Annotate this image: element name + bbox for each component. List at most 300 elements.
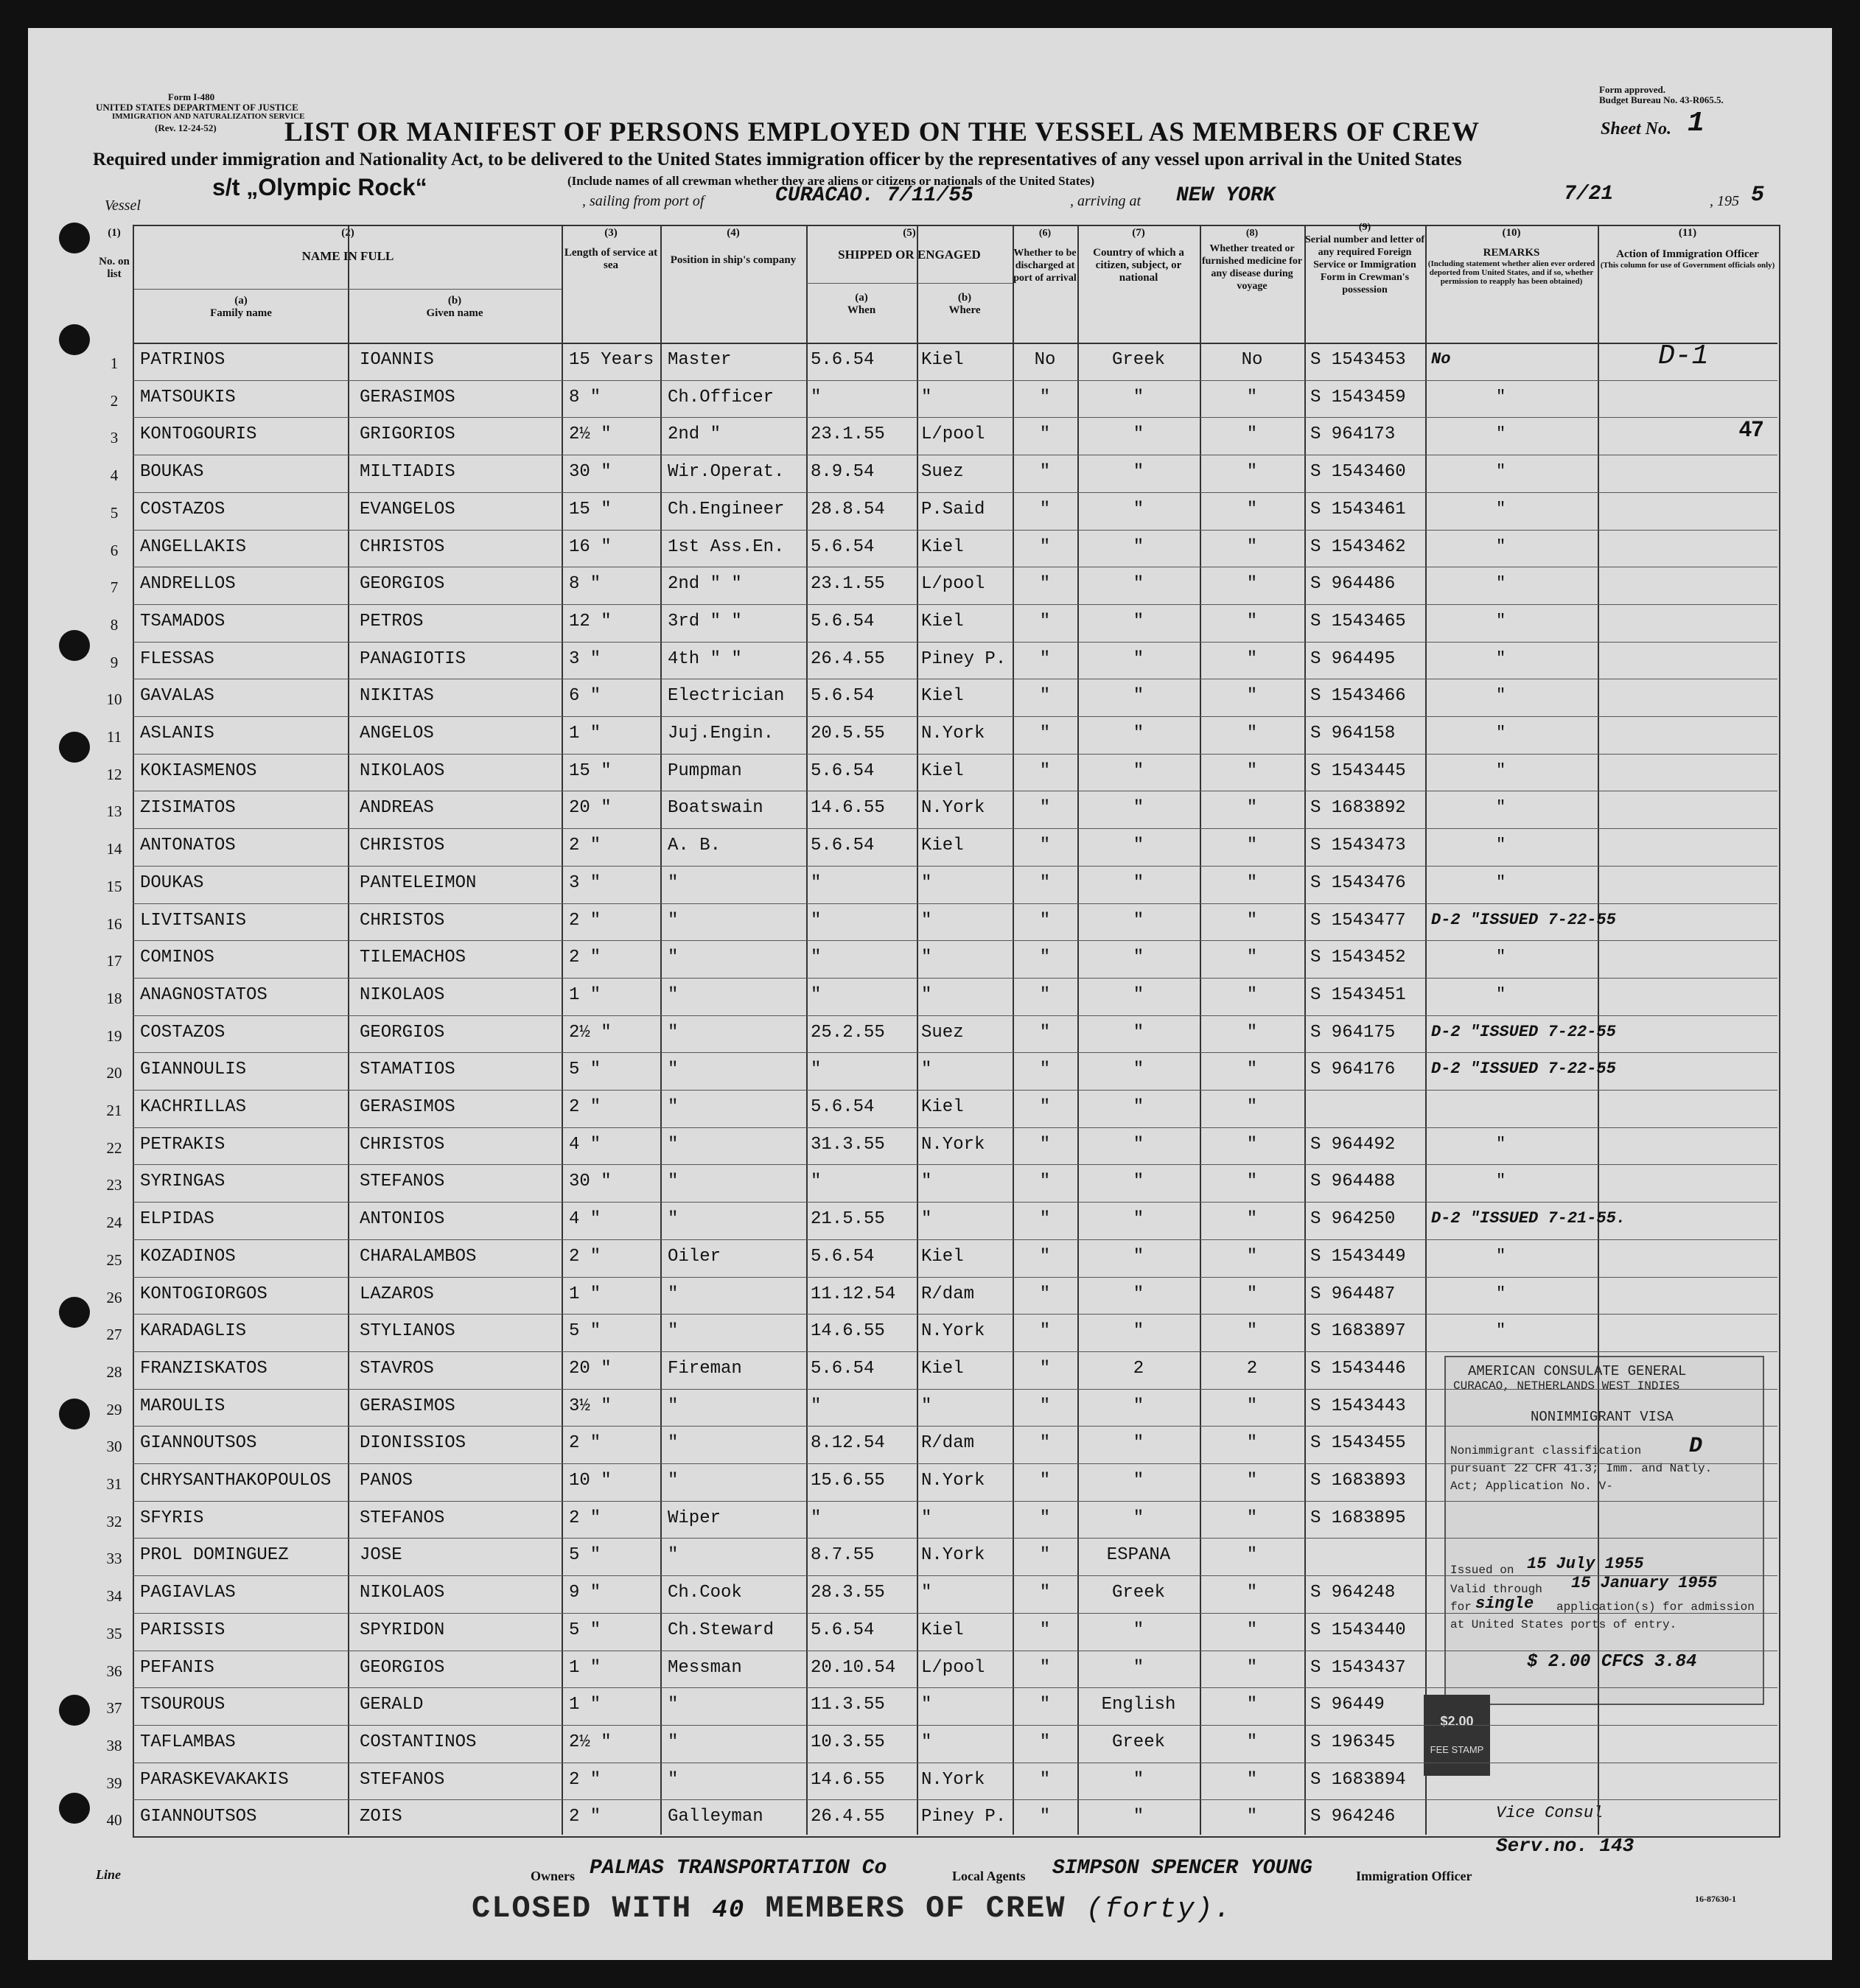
cell-service: 9 " bbox=[569, 1583, 601, 1603]
cell-disch: " bbox=[1039, 1022, 1051, 1043]
row-number: 24 bbox=[106, 1214, 122, 1232]
cell-when: 20.10.54 bbox=[811, 1657, 896, 1678]
cell-where: Kiel bbox=[921, 611, 964, 631]
cell-position: Wiper bbox=[668, 1508, 721, 1528]
cell-medicine: " bbox=[1246, 499, 1258, 519]
row-number: 20 bbox=[106, 1064, 122, 1082]
cell-medicine: " bbox=[1246, 611, 1258, 631]
cell-serial: S 1543440 bbox=[1310, 1620, 1406, 1640]
cell-when: 8.9.54 bbox=[811, 462, 875, 483]
cell-serial: S 196345 bbox=[1310, 1732, 1396, 1752]
cell-family: ANGELLAKIS bbox=[140, 536, 247, 557]
cell-given: PETROS bbox=[360, 611, 424, 631]
cell-service: 5 " bbox=[569, 1620, 601, 1640]
cell-given: EVANGELOS bbox=[360, 499, 455, 519]
cell-country: " bbox=[1133, 760, 1144, 781]
cell-country: " bbox=[1133, 648, 1144, 669]
row-divider bbox=[133, 1687, 1777, 1688]
cell-given: CHRISTOS bbox=[360, 910, 445, 931]
row-divider bbox=[133, 1501, 1777, 1502]
family-name-header: (a) Family name bbox=[210, 295, 272, 319]
service: IMMIGRATION AND NATURALIZATION SERVICE bbox=[112, 112, 305, 121]
row-number: 2 bbox=[110, 391, 119, 410]
cell-remarks: No bbox=[1431, 350, 1451, 368]
cell-disch: " bbox=[1039, 1769, 1051, 1790]
cell-family: TAFLAMBAS bbox=[140, 1732, 236, 1752]
cell-serial: S 1543445 bbox=[1310, 760, 1406, 781]
cell-family: PARISSIS bbox=[140, 1620, 225, 1640]
cell-family: KACHRILLAS bbox=[140, 1097, 247, 1117]
cell-given: COSTANTINOS bbox=[360, 1732, 477, 1752]
cell-position: Ch.Engineer bbox=[668, 499, 785, 519]
cell-given: GERASIMOS bbox=[360, 1097, 455, 1117]
cell-family: TSAMADOS bbox=[140, 611, 225, 631]
row-number: 38 bbox=[106, 1736, 122, 1754]
cell-disch: " bbox=[1039, 1508, 1051, 1528]
cell-medicine: " bbox=[1246, 1246, 1258, 1267]
row-divider bbox=[133, 1052, 1777, 1053]
cell-where: Kiel bbox=[921, 686, 964, 707]
cell-given: ANTONIOS bbox=[360, 1209, 445, 1230]
cell-serial: S 964487 bbox=[1310, 1284, 1396, 1304]
cell-given: NIKITAS bbox=[360, 686, 434, 707]
cell-service: 2 " bbox=[569, 1246, 601, 1267]
cell-family: PETRAKIS bbox=[140, 1134, 225, 1155]
row-divider bbox=[133, 1389, 1777, 1390]
cell-country: " bbox=[1133, 1134, 1144, 1155]
cell-disch: " bbox=[1039, 686, 1051, 707]
cell-where: " bbox=[921, 984, 932, 1005]
cell-country: English bbox=[1101, 1695, 1176, 1715]
cell-where: Kiel bbox=[921, 350, 964, 370]
cell-service: 2 " bbox=[569, 1508, 601, 1528]
row-number: 35 bbox=[106, 1624, 122, 1642]
cell-when: 31.3.55 bbox=[811, 1134, 885, 1155]
cell-medicine: " bbox=[1246, 1022, 1258, 1043]
cell-serial: S 964246 bbox=[1310, 1807, 1396, 1827]
cell-country: " bbox=[1133, 1022, 1144, 1043]
row-number: 16 bbox=[106, 914, 122, 933]
cell-when: 26.4.55 bbox=[811, 648, 885, 669]
row-number: 22 bbox=[106, 1138, 122, 1157]
cell-family: FLESSAS bbox=[140, 648, 214, 669]
cell-country: " bbox=[1133, 462, 1144, 483]
cell-remarks: " bbox=[1496, 462, 1506, 481]
serv-number: Serv.no. 143 bbox=[1496, 1835, 1635, 1857]
cell-remarks: D-2 "ISSUED 7-21-55. bbox=[1431, 1209, 1626, 1228]
cell-family: ANDRELLOS bbox=[140, 574, 236, 595]
cell-position: " bbox=[668, 1209, 679, 1230]
cell-where: " bbox=[921, 872, 932, 893]
cell-disch: " bbox=[1039, 1657, 1051, 1678]
cell-given: PANAGIOTIS bbox=[360, 648, 466, 669]
punch-hole bbox=[59, 324, 90, 355]
cell-position: " bbox=[668, 1471, 679, 1491]
cell-given: TILEMACHOS bbox=[360, 948, 466, 968]
cell-where: " bbox=[921, 1583, 932, 1603]
cell-family: PROL DOMINGUEZ bbox=[140, 1545, 289, 1566]
cell-country: " bbox=[1133, 1769, 1144, 1790]
cell-where: N.York bbox=[921, 724, 985, 743]
cell-position: 4th " " bbox=[668, 648, 742, 669]
cell-where: P.Said bbox=[921, 499, 985, 519]
sheet-number: 1 bbox=[1688, 108, 1705, 139]
arriving-port: NEW YORK bbox=[1176, 184, 1276, 207]
cell-family: GAVALAS bbox=[140, 686, 214, 707]
cell-given: SPYRIDON bbox=[360, 1620, 445, 1640]
sailing-label: , sailing from port of bbox=[582, 193, 705, 209]
row-divider bbox=[133, 1799, 1777, 1800]
row-number: 30 bbox=[106, 1438, 122, 1456]
cell-country: " bbox=[1133, 686, 1144, 707]
closed-statement: CLOSED WITH 40 MEMBERS OF CREW (forty). bbox=[472, 1891, 1233, 1926]
cell-medicine: " bbox=[1246, 1209, 1258, 1230]
cell-given: STYLIANOS bbox=[360, 1321, 455, 1342]
cell-when: 5.6.54 bbox=[811, 611, 875, 631]
cell-country: " bbox=[1133, 536, 1144, 557]
cell-service: 30 " bbox=[569, 462, 612, 483]
cell-when: " bbox=[811, 1396, 822, 1416]
cell-country: " bbox=[1133, 1396, 1144, 1416]
row-divider bbox=[133, 1351, 1777, 1352]
cell-service: 2 " bbox=[569, 836, 601, 856]
col-11-header: (11) Action of Immigration Officer (This column for use of Government officials only) bbox=[1600, 227, 1775, 270]
cell-service: 2 " bbox=[569, 948, 601, 968]
cell-position: Electrician bbox=[668, 686, 785, 707]
col-divider bbox=[133, 225, 134, 1835]
col-4-header: (4) Position in ship's company bbox=[670, 227, 797, 266]
cell-medicine: " bbox=[1246, 1732, 1258, 1752]
cell-remarks: " bbox=[1496, 724, 1506, 742]
cell-country: " bbox=[1133, 1209, 1144, 1230]
cell-medicine: " bbox=[1246, 1321, 1258, 1342]
cell-medicine: " bbox=[1246, 1508, 1258, 1528]
row-number: 1 bbox=[110, 354, 119, 372]
cell-service: 2 " bbox=[569, 1433, 601, 1454]
cell-remarks: D-2 "ISSUED 7-22-55 bbox=[1431, 1060, 1616, 1079]
cell-when: 5.6.54 bbox=[811, 536, 875, 557]
arriving-label: , arriving at bbox=[1070, 193, 1141, 209]
cell-disch: " bbox=[1039, 836, 1051, 856]
row-number: 8 bbox=[110, 615, 119, 634]
cell-where: " bbox=[921, 1060, 932, 1080]
cell-given: ANGELOS bbox=[360, 724, 434, 743]
punch-hole bbox=[59, 1399, 90, 1429]
cell-serial: S 1543473 bbox=[1310, 836, 1406, 856]
cell-service: 2½ " bbox=[569, 1022, 612, 1043]
cell-position: " bbox=[668, 872, 679, 893]
row-divider bbox=[133, 604, 1777, 605]
row-number: 6 bbox=[110, 541, 119, 559]
row-divider bbox=[133, 1277, 1777, 1278]
row-number: 26 bbox=[106, 1288, 122, 1306]
cell-disch: " bbox=[1039, 536, 1051, 557]
cell-country: " bbox=[1133, 1172, 1144, 1192]
cell-country: " bbox=[1133, 424, 1144, 445]
row-divider bbox=[133, 978, 1777, 979]
cell-service: 8 " bbox=[569, 387, 601, 407]
cell-when: 28.8.54 bbox=[811, 499, 885, 519]
cell-serial: S 964488 bbox=[1310, 1172, 1396, 1192]
cell-service: 1 " bbox=[569, 1284, 601, 1304]
cell-disch: " bbox=[1039, 1172, 1051, 1192]
cell-where: " bbox=[921, 387, 932, 407]
cell-position: " bbox=[668, 1545, 679, 1566]
row-number: 23 bbox=[106, 1176, 122, 1194]
cell-disch: " bbox=[1039, 648, 1051, 669]
cell-medicine: " bbox=[1246, 462, 1258, 483]
row-number: 39 bbox=[106, 1774, 122, 1792]
col-6-header: (6) Whether to be discharged at port of arrival bbox=[1013, 228, 1077, 284]
row-number: 10 bbox=[106, 690, 122, 709]
cell-disch: " bbox=[1039, 1246, 1051, 1267]
cell-remarks: " bbox=[1496, 760, 1506, 780]
vessel-label: Vessel bbox=[105, 197, 141, 214]
cell-service: 20 " bbox=[569, 1358, 612, 1379]
row-number: 17 bbox=[106, 952, 122, 970]
row-divider bbox=[134, 289, 562, 290]
cell-medicine: " bbox=[1246, 1620, 1258, 1640]
cell-service: 12 " bbox=[569, 611, 612, 631]
cell-given: GRIGORIOS bbox=[360, 424, 455, 445]
cell-medicine: " bbox=[1246, 1807, 1258, 1827]
cell-position: " bbox=[668, 1321, 679, 1342]
cell-where: " bbox=[921, 1508, 932, 1528]
cell-medicine: " bbox=[1246, 984, 1258, 1005]
cell-disch: " bbox=[1039, 1060, 1051, 1080]
cell-given: STEFANOS bbox=[360, 1769, 445, 1790]
cell-family: ELPIDAS bbox=[140, 1209, 214, 1230]
cell-when: 14.6.55 bbox=[811, 798, 885, 819]
cell-where: Kiel bbox=[921, 1246, 964, 1267]
year-value: 5 bbox=[1751, 183, 1765, 208]
cell-when: 28.3.55 bbox=[811, 1583, 885, 1603]
form-number: Form I-480 bbox=[168, 91, 215, 102]
cell-given: ANDREAS bbox=[360, 798, 434, 819]
cell-position: Galleyman bbox=[668, 1807, 763, 1827]
cell-medicine: " bbox=[1246, 948, 1258, 968]
cell-when: " bbox=[811, 872, 822, 893]
row-divider bbox=[133, 828, 1777, 829]
cell-service: 10 " bbox=[569, 1471, 612, 1491]
when-header: (a) When bbox=[847, 292, 876, 316]
cell-position: Fireman bbox=[668, 1358, 742, 1379]
row-number: 40 bbox=[106, 1811, 122, 1830]
cell-family: PARASKEVAKAKIS bbox=[140, 1769, 289, 1790]
cell-country: ESPANA bbox=[1106, 1545, 1171, 1566]
row-divider bbox=[133, 1538, 1777, 1539]
action-mark: D-1 bbox=[1658, 340, 1709, 372]
cell-where: Kiel bbox=[921, 836, 964, 856]
cell-serial: S 1543461 bbox=[1310, 499, 1406, 519]
cell-medicine: " bbox=[1246, 1471, 1258, 1491]
row-divider bbox=[133, 1575, 1777, 1576]
cell-family: FRANZISKATOS bbox=[140, 1358, 268, 1379]
cell-country: Greek bbox=[1111, 1732, 1165, 1752]
cell-serial: S 1683892 bbox=[1310, 798, 1406, 819]
cell-remarks: D-2 "ISSUED 7-22-55 bbox=[1431, 1022, 1616, 1041]
cell-position: " bbox=[668, 984, 679, 1005]
cell-service: 2 " bbox=[569, 910, 601, 931]
cell-service: 3½ " bbox=[569, 1396, 612, 1416]
cell-where: Kiel bbox=[921, 760, 964, 781]
cell-serial: S 1543465 bbox=[1310, 611, 1406, 631]
cell-remarks: " bbox=[1496, 836, 1506, 855]
cell-serial: S 1683894 bbox=[1310, 1769, 1406, 1790]
cell-where: " bbox=[921, 1695, 932, 1715]
row-number: 28 bbox=[106, 1362, 122, 1381]
cell-disch: No bbox=[1034, 350, 1056, 370]
cell-family: MATSOUKIS bbox=[140, 387, 236, 407]
cell-remarks: " bbox=[1496, 611, 1506, 630]
cell-given: NIKOLAOS bbox=[360, 1583, 445, 1603]
cell-where: Suez bbox=[921, 462, 964, 483]
cell-when: " bbox=[811, 984, 822, 1005]
cell-disch: " bbox=[1039, 910, 1051, 931]
cell-position: Wir.Operat. bbox=[668, 462, 785, 483]
row-number: 25 bbox=[106, 1250, 122, 1269]
cell-when: " bbox=[811, 910, 822, 931]
cell-when: 5.6.54 bbox=[811, 1246, 875, 1267]
cell-position: " bbox=[668, 1134, 679, 1155]
cell-disch: " bbox=[1039, 948, 1051, 968]
cell-remarks: " bbox=[1496, 424, 1506, 444]
row-number: 21 bbox=[106, 1102, 122, 1119]
cell-service: 4 " bbox=[569, 1134, 601, 1155]
cell-where: N.York bbox=[921, 1471, 985, 1491]
cell-position: " bbox=[668, 948, 679, 968]
cell-serial: S 1683897 bbox=[1310, 1321, 1406, 1342]
row-divider bbox=[133, 1426, 1777, 1427]
cell-position: " bbox=[668, 1732, 679, 1752]
cell-when: 5.6.54 bbox=[811, 1097, 875, 1117]
cell-medicine: No bbox=[1241, 350, 1263, 370]
cell-country: " bbox=[1133, 724, 1144, 743]
cell-medicine: " bbox=[1246, 1284, 1258, 1304]
cell-service: 6 " bbox=[569, 686, 601, 707]
cell-medicine: " bbox=[1246, 424, 1258, 445]
cell-serial: S 1683895 bbox=[1310, 1508, 1406, 1528]
cell-country: " bbox=[1133, 1471, 1144, 1491]
col-divider bbox=[660, 225, 662, 1835]
cell-serial: S 1543477 bbox=[1310, 910, 1406, 931]
owners-label: Owners bbox=[531, 1869, 575, 1883]
punch-hole bbox=[59, 630, 90, 661]
cell-serial: S 1683893 bbox=[1310, 1471, 1406, 1491]
cell-position: 1st Ass.En. bbox=[668, 536, 785, 557]
cell-service: 1 " bbox=[569, 984, 601, 1005]
cell-remarks: " bbox=[1496, 872, 1506, 892]
cell-given: STAVROS bbox=[360, 1358, 434, 1379]
cell-family: CHRYSANTHAKOPOULOS bbox=[140, 1471, 332, 1491]
cell-given: JOSE bbox=[360, 1545, 402, 1566]
row-divider bbox=[133, 1613, 1777, 1614]
cell-disch: " bbox=[1039, 462, 1051, 483]
cell-where: Kiel bbox=[921, 1620, 964, 1640]
row-divider bbox=[133, 380, 1777, 381]
cell-service: 8 " bbox=[569, 574, 601, 595]
cell-family: TSOUROUS bbox=[140, 1695, 225, 1715]
row-number: 27 bbox=[106, 1326, 122, 1344]
row-number: 9 bbox=[110, 653, 119, 671]
cell-serial: S 1543462 bbox=[1310, 536, 1406, 557]
cell-when: " bbox=[811, 1060, 822, 1080]
cell-remarks: " bbox=[1496, 948, 1506, 967]
cell-family: KOKIASMENOS bbox=[140, 760, 257, 781]
row-number: 18 bbox=[106, 989, 122, 1007]
cell-serial: S 964250 bbox=[1310, 1209, 1396, 1230]
cell-family: GIANNOULIS bbox=[140, 1060, 247, 1080]
cell-country: " bbox=[1133, 910, 1144, 931]
cell-disch: " bbox=[1039, 798, 1051, 819]
cell-disch: " bbox=[1039, 574, 1051, 595]
cell-family: PEFANIS bbox=[140, 1657, 214, 1678]
cell-medicine: " bbox=[1246, 1769, 1258, 1790]
cell-when: 20.5.55 bbox=[811, 724, 885, 743]
cell-disch: " bbox=[1039, 984, 1051, 1005]
year-label: , 195 bbox=[1710, 193, 1739, 209]
row-number: 29 bbox=[106, 1400, 122, 1418]
cell-family: KARADAGLIS bbox=[140, 1321, 247, 1342]
row-divider bbox=[133, 1314, 1777, 1315]
cell-given: STEFANOS bbox=[360, 1508, 445, 1528]
cell-when: 10.3.55 bbox=[811, 1732, 885, 1752]
cell-serial: S 964495 bbox=[1310, 648, 1396, 669]
cell-where: Kiel bbox=[921, 1358, 964, 1379]
cell-given: GEORGIOS bbox=[360, 1022, 445, 1043]
cell-where: L/pool bbox=[921, 574, 985, 595]
action-count: 47 bbox=[1739, 417, 1764, 441]
cell-given: PANOS bbox=[360, 1471, 413, 1491]
cell-where: Piney P. bbox=[921, 1807, 1007, 1827]
cell-serial: S 1543466 bbox=[1310, 686, 1406, 707]
cell-position: 2nd " bbox=[668, 424, 721, 445]
cell-family: KOZADINOS bbox=[140, 1246, 236, 1267]
cell-family: ASLANIS bbox=[140, 724, 214, 743]
cell-serial: S 964158 bbox=[1310, 724, 1396, 743]
row-number: 37 bbox=[106, 1699, 122, 1718]
cell-family: COSTAZOS bbox=[140, 499, 225, 519]
cell-disch: " bbox=[1039, 1433, 1051, 1454]
cell-position: 2nd " " bbox=[668, 574, 742, 595]
cell-medicine: " bbox=[1246, 1172, 1258, 1192]
cell-medicine: " bbox=[1246, 648, 1258, 669]
cell-serial: S 964486 bbox=[1310, 574, 1396, 595]
cell-disch: " bbox=[1039, 1732, 1051, 1752]
row-divider bbox=[133, 492, 1777, 493]
row-divider bbox=[133, 1127, 1777, 1128]
cell-medicine: " bbox=[1246, 760, 1258, 781]
cell-service: 5 " bbox=[569, 1321, 601, 1342]
cell-disch: " bbox=[1039, 1620, 1051, 1640]
row-divider bbox=[133, 754, 1777, 755]
cell-given: NIKOLAOS bbox=[360, 760, 445, 781]
cell-disch: " bbox=[1039, 1321, 1051, 1342]
row-number: 19 bbox=[106, 1026, 122, 1045]
cell-service: 16 " bbox=[569, 536, 612, 557]
cell-serial: S 964176 bbox=[1310, 1060, 1396, 1080]
cell-country: " bbox=[1133, 574, 1144, 595]
row-number: 15 bbox=[106, 877, 122, 895]
cell-disch: " bbox=[1039, 387, 1051, 407]
cell-country: " bbox=[1133, 948, 1144, 968]
cell-serial: S 964175 bbox=[1310, 1022, 1396, 1043]
cell-given: ZOIS bbox=[360, 1807, 402, 1827]
required-statement: Required under immigration and Nationality Act, to be delivered to the United States immigration officer by the representatives of any vessel upon arrival in the United States bbox=[93, 150, 1462, 169]
cell-when: " bbox=[811, 387, 822, 407]
cell-service: 5 " bbox=[569, 1545, 601, 1566]
cell-when: 8.12.54 bbox=[811, 1433, 885, 1454]
